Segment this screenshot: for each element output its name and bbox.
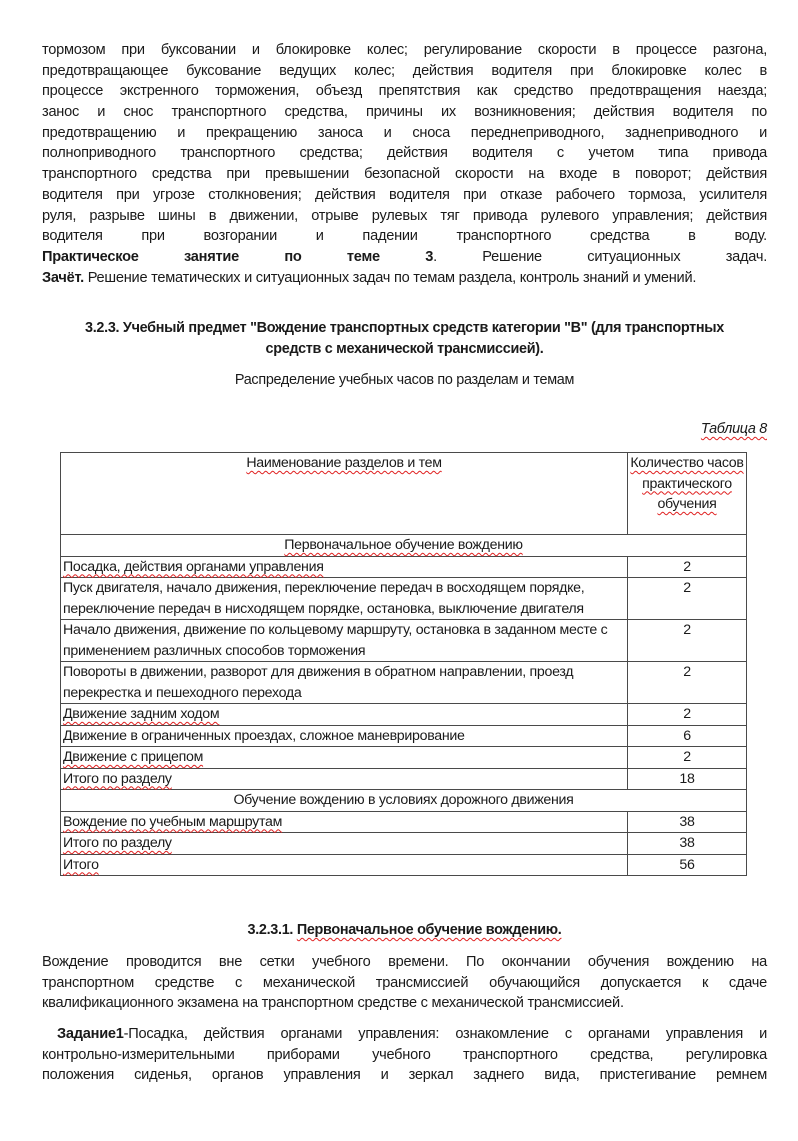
- subtotal-hours: 38: [628, 833, 747, 855]
- subtotal-hours: 18: [628, 768, 747, 790]
- section-heading-line2: средств с механической трансмиссией).: [265, 341, 544, 357]
- row-hours: 38: [628, 811, 747, 833]
- row-name: Посадка, действия органами управления: [61, 556, 628, 578]
- row-name: Движение с прицепом: [61, 747, 628, 769]
- subtotal-name: Итого по разделу: [61, 833, 628, 855]
- table-row: [61, 725, 747, 747]
- practical-line: [42, 247, 767, 268]
- practical-text: . Решение ситуационных задач.: [433, 248, 768, 265]
- text-line: предотвращающее буксование ведущих колес; действия водителя при блокировке колес в: [42, 62, 767, 79]
- distribution-title: Распределение учебных часов по разделам и темам: [234, 372, 575, 388]
- section-heading-line1: 3.2.3. Учебный предмет "Вождение транспортных средств категории "B" (для транспортных: [85, 320, 724, 336]
- task-label: Задание1: [57, 1026, 124, 1042]
- task-first-line: [42, 1024, 767, 1045]
- table-header-row: [61, 453, 747, 535]
- task-paragraph: [42, 1024, 767, 1086]
- section-heading: [42, 318, 767, 360]
- text-line: контрольно-измерительными приборами учебного транспортного средства, регулировка: [42, 1046, 767, 1063]
- subsection-title: Первоначальное обучение вождению.: [296, 922, 562, 938]
- table-row: [61, 811, 747, 833]
- subsection-number: 3.2.3.1.: [247, 922, 294, 938]
- text-line: полноприводного транспортного средства; действия водителя с учетом типа привода: [42, 145, 767, 162]
- text-line: транспортном средстве с механической трансмиссией обучающийся допускается к сдаче: [42, 974, 767, 991]
- text-line: положения сиденья, органов управления и зеркал заднего вида, пристегивание ремнем: [42, 1067, 767, 1084]
- table-caption: Таблица 8: [700, 421, 767, 437]
- row-name: Движение в ограниченных проездах, сложное маневрирование: [61, 725, 628, 747]
- row-hours: 2: [628, 704, 747, 726]
- text-line: тормозом при буксовании и блокировке колес; регулирование скорости в процессе разгона,: [42, 42, 767, 58]
- subtotal-name: Итого по разделу: [61, 768, 628, 790]
- total-row: [61, 854, 747, 876]
- section-title: Обучение вождению в условиях дорожного движения: [61, 790, 747, 812]
- total-name: Итого: [61, 854, 628, 876]
- table-row: [61, 578, 747, 620]
- table-row: [61, 556, 747, 578]
- header-hours: Количество часов практического обучения: [628, 453, 747, 535]
- header-name: Наименование разделов и тем: [61, 453, 628, 535]
- row-hours: 2: [628, 556, 747, 578]
- table-row: [61, 662, 747, 704]
- text-line: процессе экстренного торможения, объезд препятствия как средство предотвращения наезда;: [42, 83, 767, 100]
- driving-paragraph: [42, 952, 767, 1014]
- text-line: Вождение проводится вне сетки учебного времени. По окончании обучения вождению на: [42, 954, 767, 970]
- text-line: транспортного средства при превышении безопасной скорости на входе в поворот; действия: [42, 166, 767, 183]
- text-line: предотвращению и прекращению заноса и сноса переднеприводного, заднеприводного и: [42, 124, 767, 141]
- subtotal-row: [61, 833, 747, 855]
- text-line: водителя при угрозе столкновения; действия водителя при отказе рабочего тормоза, усилителя: [42, 186, 767, 203]
- row-hours: 2: [628, 747, 747, 769]
- exam-line: [42, 268, 767, 289]
- row-name: Пуск двигателя, начало движения, переключение передач в восходящем порядке, переключение передач в нисходящем порядке, остановка, выключение двигателя: [61, 578, 628, 620]
- row-hours: 2: [628, 578, 747, 620]
- text-line: занос и снос транспортного средства, причины их возникновения; действия водителя по: [42, 104, 767, 121]
- exam-label: Зачёт.: [42, 269, 84, 286]
- section-row: [61, 790, 747, 812]
- text-line: квалификационного экзамена на транспортном средстве с механической трансмиссией.: [42, 995, 624, 1012]
- row-hours: 2: [628, 620, 747, 662]
- row-hours: 6: [628, 725, 747, 747]
- row-name: Начало движения, движение по кольцевому маршруту, остановка в заданном месте с применением различных способов торможения: [61, 620, 628, 662]
- subtotal-row: [61, 768, 747, 790]
- total-hours: 56: [628, 854, 747, 876]
- row-hours: 2: [628, 662, 747, 704]
- section-row: [61, 535, 747, 557]
- row-name: Движение задним ходом: [61, 704, 628, 726]
- table-row: [61, 747, 747, 769]
- row-name: Повороты в движении, разворот для движения в обратном направлении, проезд перекрестка и пешеходного перехода: [61, 662, 628, 704]
- subsection-heading: [42, 920, 767, 941]
- section-title: Первоначальное обучение вождению: [61, 535, 747, 557]
- table-row: [61, 704, 747, 726]
- text-line: водителя при возгорании и падении транспортного средства в воду.: [42, 228, 767, 245]
- row-name: Вождение по учебным маршрутам: [61, 811, 628, 833]
- exam-text: Решение тематических и ситуационных задач по темам раздела, контроль знаний и умений.: [83, 269, 697, 286]
- practical-label: Практическое занятие по теме 3: [42, 248, 434, 265]
- table-row: [61, 620, 747, 662]
- intro-paragraph: [42, 40, 767, 288]
- hours-table: [60, 452, 747, 876]
- task-text: -Посадка, действия органами управления: ознакомление с органами управления и: [123, 1026, 767, 1042]
- text-line: руля, разрыве шины в движении, отрыве рулевых тяг привода рулевого управления; действия: [42, 207, 767, 224]
